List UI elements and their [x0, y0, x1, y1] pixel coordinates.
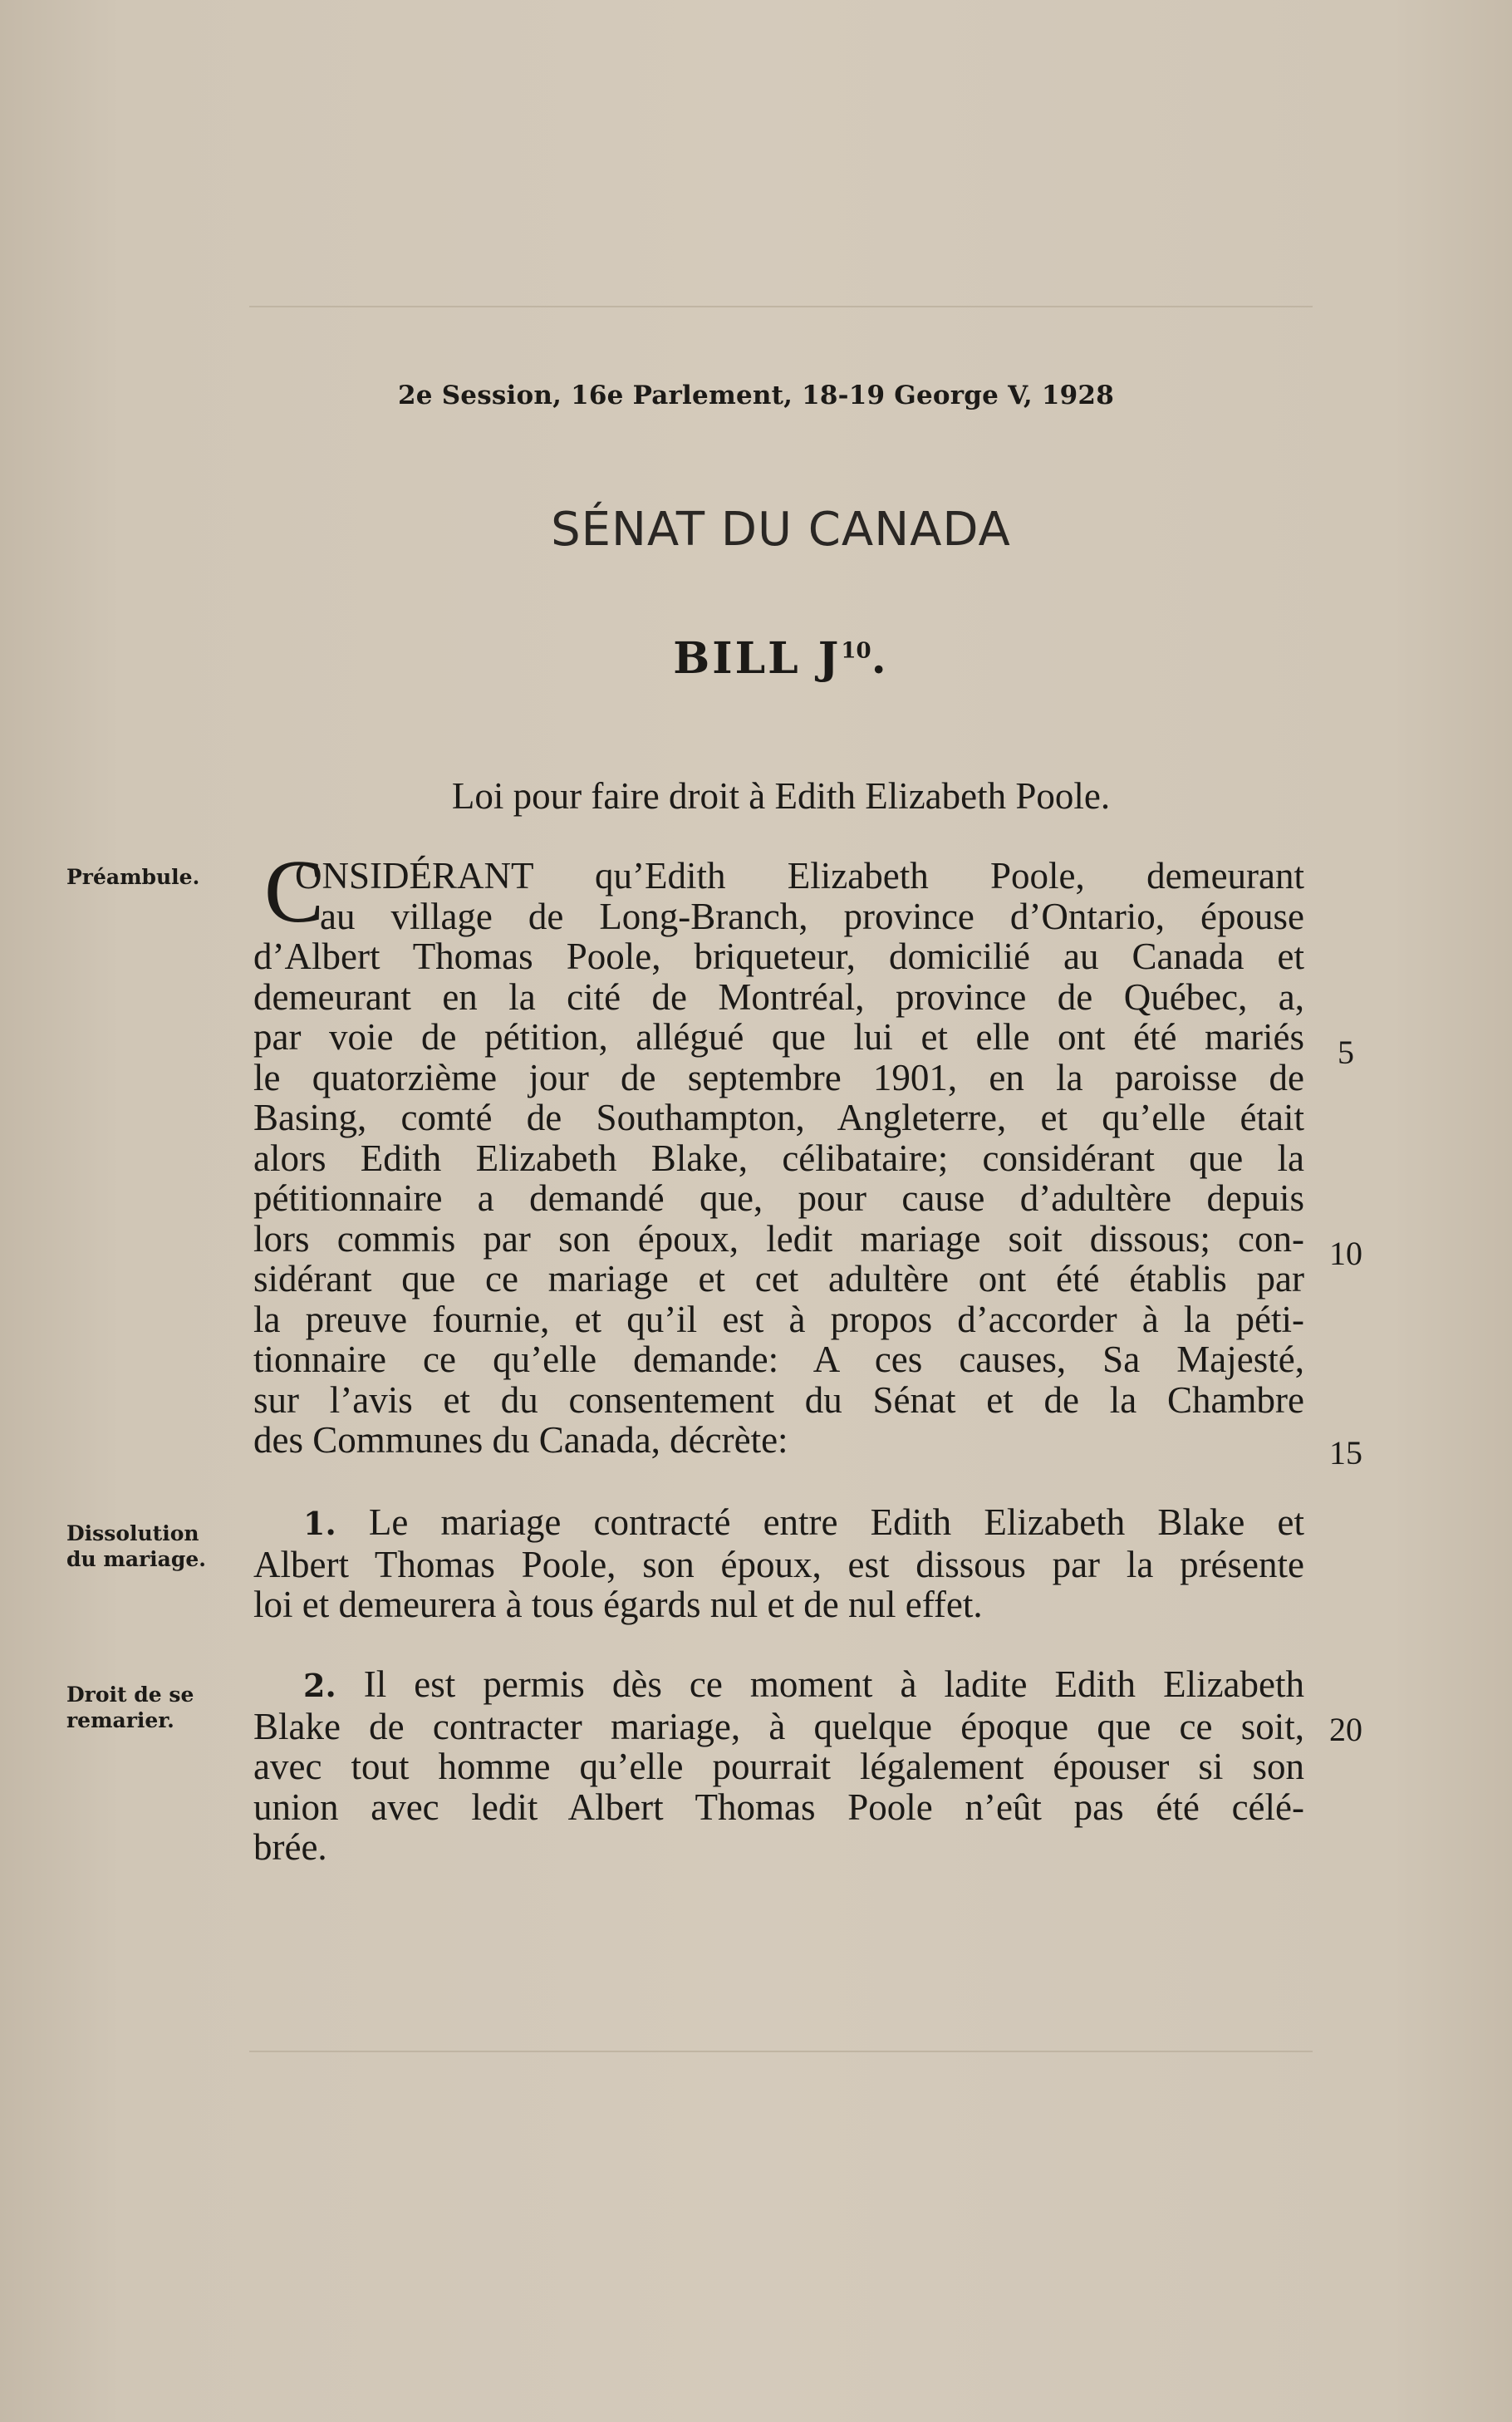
drop-cap: C — [264, 843, 325, 941]
senate-title: SÉNAT DU CANADA — [551, 503, 1011, 557]
section-2-line: avec tout homme qu’elle pourrait légalement épouser si son — [253, 1746, 1304, 1787]
margin-note-dissolution — [66, 1521, 224, 1572]
session-header: 2e Session, 16e Parlement, 18-19 George V, 1928 — [398, 381, 1114, 410]
section-2-first-line: Il est permis dès ce moment à ladite Edith Elizabeth — [363, 1663, 1304, 1705]
preamble-line: pétitionnaire a demandé que, pour cause d’adultère depuis — [253, 1177, 1304, 1219]
preamble-line: des Communes du Canada, décrète: — [253, 1419, 788, 1461]
preamble-line: d’Albert Thomas Poole, briqueteur, domicilié au Canada et — [253, 936, 1304, 977]
margin-note-preamble — [66, 864, 224, 890]
margin-note-line: Droit de se — [66, 1683, 194, 1707]
preamble-line: au village de Long-Branch, province d’Ontario, épouse — [320, 895, 1304, 937]
preamble-line: lors commis par son époux, ledit mariage soit dissous; con- — [253, 1217, 1304, 1260]
section-2-line: brée. — [253, 1826, 327, 1868]
preamble-paragraph — [253, 856, 1304, 1461]
preamble-line: sur l’avis et du consentement du Sénat et de la Chambre — [253, 1378, 1304, 1421]
line-number: 20 — [1329, 1711, 1362, 1748]
section-1-number: 1. — [303, 1505, 336, 1542]
preamble-line: le quatorzième jour de septembre 1901, en la paroisse de — [253, 1056, 1304, 1098]
margin-note-line: du mariage. — [66, 1547, 206, 1571]
section-2-number: 2. — [303, 1667, 336, 1704]
bleed-through-rule — [249, 2051, 1313, 2052]
line-number: 5 — [1338, 1034, 1354, 1071]
section-2-line — [253, 1664, 1304, 1707]
section-1-line: loi et demeurera à tous égards nul et de nul effet. — [253, 1584, 983, 1625]
bill-period: . — [871, 633, 889, 684]
preamble-line: Basing, comté de Southampton, Angleterre, et qu’elle était — [253, 1097, 1304, 1138]
line-number: 15 — [1329, 1434, 1362, 1471]
section-1-line: Albert Thomas Poole, son époux, est dissous par la présente — [253, 1543, 1304, 1585]
bill-subtitle: Loi pour faire droit à Edith Elizabeth Poole. — [451, 775, 1111, 817]
preamble-line: alors Edith Elizabeth Blake, célibataire; considérant que la — [253, 1137, 1304, 1179]
bleed-through-rule — [249, 306, 1313, 307]
preamble-line: la preuve fournie, et qu’il est à propos d’accorder à la péti- — [253, 1298, 1304, 1340]
margin-note-remarry — [66, 1682, 224, 1733]
line-number: 10 — [1329, 1235, 1362, 1272]
section-1-line — [253, 1502, 1304, 1545]
preamble-line: par voie de pétition, allégué que lui et elle ont été mariés — [253, 1016, 1304, 1058]
section-1-paragraph — [253, 1502, 1304, 1625]
bill-superscript: 10 — [841, 638, 871, 664]
bill-main: BILL J — [673, 633, 842, 684]
margin-note-preamble-text: Préambule. — [66, 865, 200, 889]
section-1-first-line: Le mariage contracté entre Edith Elizabeth Blake et — [368, 1501, 1304, 1543]
preamble-line: demeurant en la cité de Montréal, province de Québec, a, — [253, 975, 1304, 1018]
preamble-line: ONSIDÉRANT qu’Edith Elizabeth Poole, demeurant — [295, 855, 1304, 897]
section-2-paragraph — [253, 1664, 1304, 1868]
margin-note-line: Dissolution — [66, 1521, 199, 1545]
preamble-line: tionnaire ce qu’elle demande: A ces causes, Sa Majesté, — [253, 1339, 1304, 1380]
section-2-line: Blake de contracter mariage, à quelque époque que ce soit, — [253, 1705, 1304, 1747]
bill-title — [0, 633, 1512, 684]
margin-note-line: remarier. — [66, 1708, 174, 1732]
section-2-line: union avec ledit Albert Thomas Poole n’eût pas été célé- — [253, 1786, 1304, 1828]
preamble-line: sidérant que ce mariage et cet adultère ont été établis par — [253, 1258, 1304, 1299]
